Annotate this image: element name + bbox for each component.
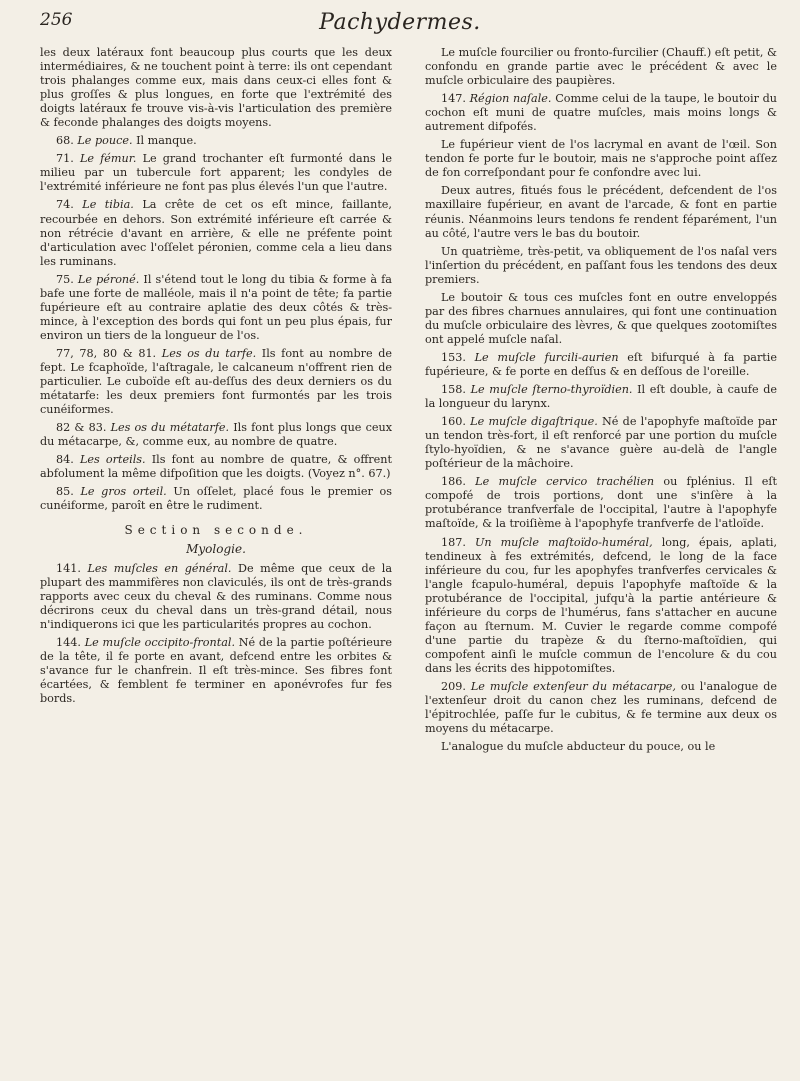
paragraph-text: Deux autres, fitués fous le précédent, defcendent de l'os maxillaire fupérieur, en avant de l'arcade, & font en partie réunis. Néanmoins leurs tendons fe rendent féparément, l'un au côté, l'autre vers le bas du boutoir. — [425, 184, 777, 240]
left-column-paragraphs — [40, 46, 392, 513]
paragraph-text: L'analogue du muſcle abducteur du pouce, ou le — [441, 740, 716, 754]
paragraph-number: 187. — [441, 535, 466, 549]
paragraph-number: 144. — [56, 635, 81, 649]
paragraph — [425, 184, 777, 240]
section-subtitle: Myologie. — [186, 541, 246, 556]
paragraph — [40, 152, 392, 194]
paragraph-label: Le muſcle extenſeur du métacarpe, — [470, 679, 676, 693]
paragraph-number: 82 & 83. — [56, 421, 107, 435]
paragraph — [425, 92, 777, 134]
paragraph-number: 158. — [441, 383, 466, 397]
paragraph-number: 85. — [56, 485, 74, 499]
paragraph — [425, 138, 777, 180]
paragraph — [425, 740, 777, 754]
paragraph-text: Il eſt double, à caufe de la longueur du larynx. — [425, 383, 778, 411]
paragraph-text: Le boutoir & tous ces muſcles font en outre enveloppés par des fibres charnues annulaires, qui font une continuation du muſcle orbiculaire des lèvres, & que quelques zootomiſtes ont appelé muſcle naſal. — [425, 290, 777, 346]
paragraph — [40, 421, 392, 449]
page-number: 256 — [40, 10, 73, 30]
paragraph-number: 141. — [56, 561, 81, 575]
paragraph-label: Le muſcle cervico trachélien — [475, 475, 655, 489]
paragraph-label: Un muſcle maſtoïdo-huméral, — [474, 535, 653, 549]
paragraph-text: Un quatrième, très-petit, va obliquement de l'os naſal vers l'inſertion du précédent, en paſſant fous les tendons des deux premiers. — [425, 244, 777, 286]
paragraph-text: Comme celui de la taupe, le boutoir du cochon eſt muni de quatre muſcles, mais moins longs & autrement difpofés. — [425, 92, 777, 134]
paragraph — [40, 636, 392, 706]
paragraph — [425, 383, 777, 411]
paragraph-label: Le tibia. — [82, 198, 134, 212]
paragraph-label: Le fémur. — [79, 152, 137, 166]
paragraph — [40, 198, 392, 268]
paragraph-text: Ils font au nombre de quatre, & offrent abfolument la même difpoſition que les doigts. (Voyez n°. 67.) — [40, 453, 392, 481]
paragraph — [40, 273, 392, 343]
paragraph-text: long, épais, aplati, tendineux à fes extrémités, defcend, le long de la face inférieure du cou, fur les apophyfes tranfverfes cervicales & l'angle fcapulo-huméral, depuis l'apophyfe maſtoïde & la protubérance de l'occipital, jufqu'à la partie antérieure & inférieure du corps de l'humérus, fans s'attacher en aucune façon au ſternum. M. Cuvier le regarde comme compofé d'une partie du trapèze & du ſterno-maſtoïdien, qui compofent ainſi le muſcle commun de l'encolure & du cou dans les écrits des hippotomiſtes. — [425, 535, 778, 675]
paragraph-text: Un oſſelet, placé fous le premier os cunéiforme, paroît en être le rudiment. — [40, 485, 392, 513]
paragraph — [425, 351, 777, 379]
paragraph-text: De même que ceux de la plupart des mammifères non claviculés, ils ont de très-grands rapports avec ceux du cheval & des ruminans. Comme nous décrirons ceux du cheval dans un très-grand détail, nous n'indiquerons ici que les particularités propres au cochon. — [40, 561, 393, 631]
paragraph-number: 84. — [56, 453, 74, 467]
paragraph-label: Les os du tarfe. — [161, 346, 257, 360]
paragraph-number: 186. — [441, 475, 466, 489]
paragraph-number: 68. — [56, 134, 74, 148]
paragraph — [40, 134, 392, 148]
paragraph-text: Le grand trochanter eſt furmonté dans le milieu par un tubercule fort apparent; les condyles de l'extrémité inférieure ne font pas plus élevés l'un que l'autre. — [40, 152, 393, 194]
paragraph-number: 153. — [441, 350, 466, 364]
paragraph — [425, 46, 777, 88]
paragraph-text: Ils font au nombre de fept. Le fcaphoïde, l'aſtragale, le calcaneum n'offrent rien de particulier. Le cuboïde eſt au-deſſus des deux derniers os du métatarfe: les deux premiers font furmontés par les trois cunéiformes. — [40, 346, 392, 417]
paragraph-text: eſt bifurqué à fa partie fupérieure, & fe porte en deſſus & en deſſous de l'oreille. — [425, 350, 777, 378]
paragraph-text: La crête de cet os eſt mince, faillante, recourbée en dehors. Son extrémité inférieure eſt carrée & non rétrécie d'avant en arrière, & elle ne préfente point d'articulation avec l'oſſelet péronien, comme cela a lieu dans les ruminans. — [40, 198, 392, 268]
paragraph-label: Le gros orteil. — [80, 485, 167, 499]
paragraph-number: 147. — [441, 92, 466, 106]
paragraph-text: Le fupérieur vient de l'os lacrymal en avant de l'œil. Son tendon fe porte fur le boutoir, mais ne s'approche point aſſez de fon correſpondant pour fe confondre avec lui. — [425, 138, 777, 180]
running-title: Pachydermes. — [319, 10, 481, 35]
paragraph-label: Le pouce. — [77, 134, 133, 148]
paragraph — [40, 46, 392, 130]
paragraph-label: Région naſale. — [469, 92, 552, 106]
paragraph-text: Né de la partie poſtérieure de la tête, il fe porte en avant, defcend entre les orbites & s'avance fur le chanfrein. Il eſt très-mince. Ses fibres font écartées, & femblent fe terminer en aponévrofes fur fes bords. — [40, 635, 392, 705]
paragraph-label: Le muſcle furcili-aurien — [474, 350, 619, 364]
paragraph-label: Le muſcle ſterno-thyroïdien. — [470, 383, 633, 397]
paragraph-label: Les os du métatarfe. — [110, 421, 230, 435]
paragraph-number: 75. — [56, 272, 74, 286]
paragraph — [425, 475, 777, 531]
paragraph-number: 77, 78, 80 & 81. — [56, 346, 157, 360]
paragraph-label: Les orteils. — [79, 453, 146, 467]
paragraph — [425, 415, 777, 471]
right-column-paragraphs — [425, 46, 777, 754]
right-column — [425, 46, 777, 758]
left-column — [40, 46, 392, 710]
paragraph-label: Le péroné. — [77, 272, 140, 286]
paragraph — [425, 245, 777, 287]
paragraph — [40, 562, 392, 632]
paragraph-number: 71. — [56, 152, 74, 166]
paragraph-text: ou l'analogue de l'extenſeur droit du canon chez les ruminans, defcend de l'épitrochlée, paſſe fur le cubitus, & fe termine aux deux os moyens du métacarpe. — [425, 679, 777, 736]
left-column-paragraphs-after — [40, 562, 392, 706]
section-title: Section seconde. — [124, 523, 308, 538]
paragraph-label: Le muſcle occipito-frontal. — [84, 635, 235, 649]
page-header — [40, 10, 760, 50]
paragraph-text: Il manque. — [136, 134, 197, 148]
paragraph-text: ou fplénius. Il eſt compofé de trois portions, dont une s'inſère à la protubérance tranfverfale de l'occipital, l'autre à l'apophyfe maſtoïde, & la troiſième à l'apophyfe tranfverfe de l'atloïde. — [425, 475, 778, 531]
paragraph — [425, 291, 777, 347]
paragraph-text: Né de l'apophyfe maſtoïde par un tendon très-fort, il eſt renforcé par une portion du muſcle ſtylo-hyoïdien, & ne s'avance guère au-delà de l'angle poſtérieur de la mâchoire. — [425, 415, 777, 471]
paragraph-text: Le muſcle fourcilier ou fronto-furcilier (Chauff.) eſt petit, & confondu en grande partie avec le précédent & avec le muſcle orbiculaire des paupières. — [425, 46, 777, 88]
paragraph-label: Le muſcle digaſtrique. — [470, 415, 598, 429]
paragraph-text: les deux latéraux font beaucoup plus courts que les deux intermédiaires, & ne touchent point à terre: ils ont cependant trois phalanges comme eux, mais dans ceux-ci elles font & plus groſſes & plus longues, en forte que l'extrémité des doigts latéraux fe trouve vis-à-vis l'articulation des première & feconde phalanges des doigts moyens. — [40, 46, 392, 130]
paragraph-number: 74. — [56, 198, 74, 212]
paragraph-number: 160. — [441, 415, 466, 429]
paragraph-number: 209. — [441, 679, 466, 693]
paragraph-text: Ils font plus longs que ceux du métacarpe, &, comme eux, au nombre de quatre. — [40, 421, 393, 449]
paragraph-label: Les muſcles en général. — [87, 561, 232, 575]
paragraph — [40, 347, 392, 417]
paragraph-text: Il s'étend tout le long du tibia & forme à fa bafe une forte de malléole, mais il n'a point de tête; fa partie fupérieure eſt au contraire aplatie des deux côtés & très-mince, à l'exception des bords qui font un peu plus épais, fur environ un tiers de la longueur de l'os. — [40, 272, 392, 342]
paragraph — [425, 536, 777, 676]
paragraph — [425, 680, 777, 736]
paragraph — [40, 485, 392, 513]
paragraph — [40, 453, 392, 481]
